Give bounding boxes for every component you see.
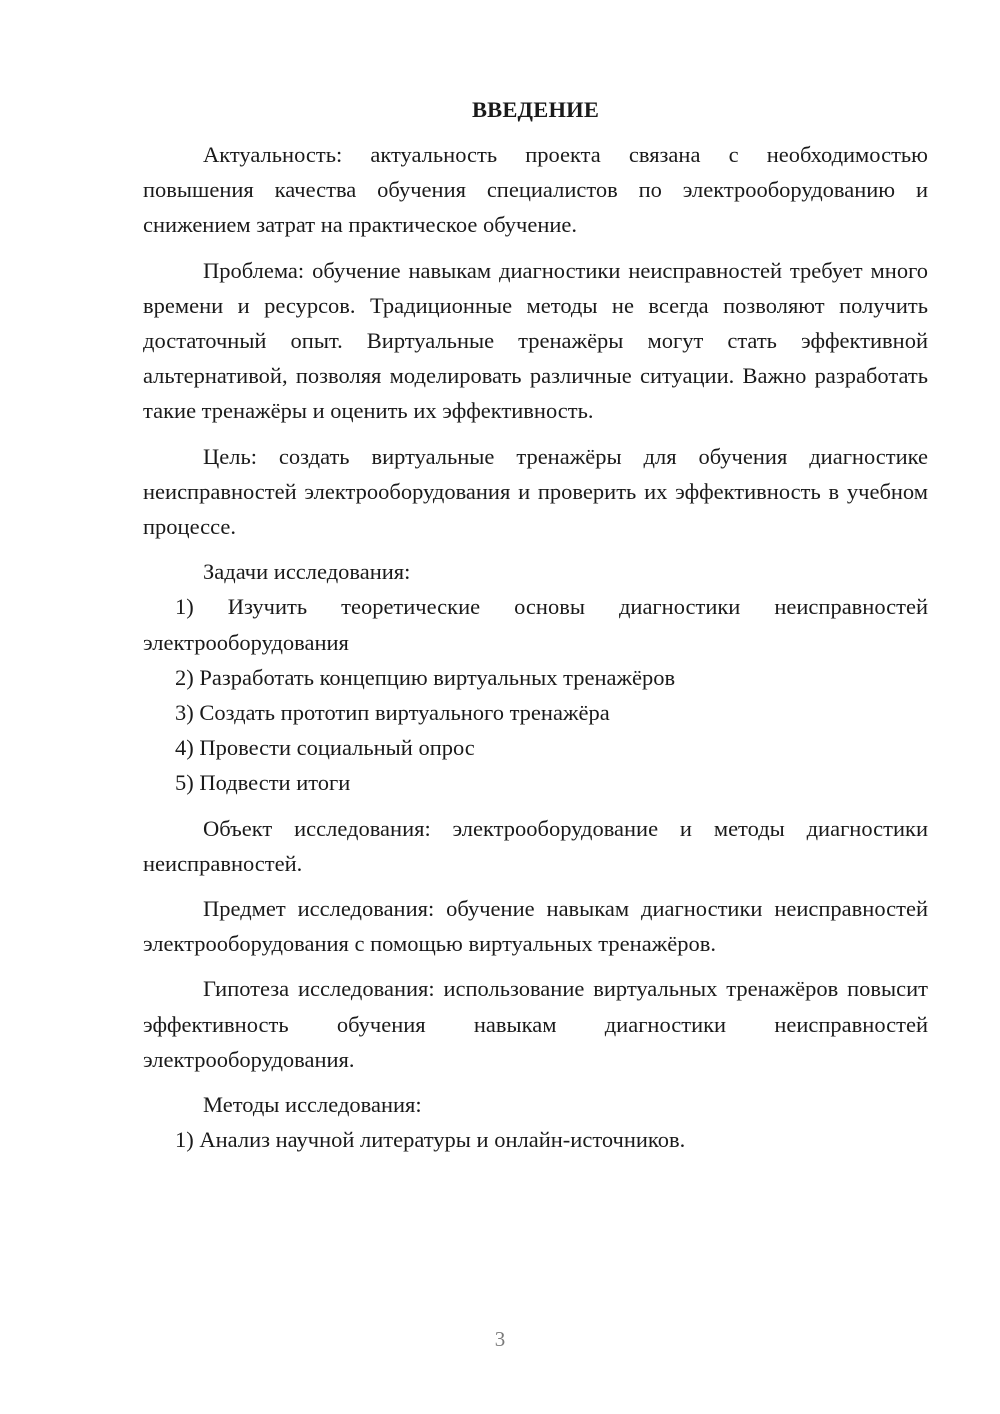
page-content xyxy=(143,92,928,1157)
task-item-4: 4) Провести социальный опрос xyxy=(175,735,475,761)
task-item-1: 1) Изучить теоретические основы диагностики неисправностей электрооборудования xyxy=(143,594,928,655)
task-item-2: 2) Разработать концепцию виртуальных тренажёров xyxy=(175,664,676,690)
paragraph-problem: Проблема: обучение навыкам диагностики неисправностей требует много времени и ресурсов. Традиционные методы не всегда позволяют получить достаточный опыт. Виртуальные тренажёры могут стать эффективной альтернативой, позволяя моделировать различные ситуации. Важно разработать такие тренажёры и оценить их эффективность. xyxy=(143,257,928,424)
task-item-5: 5) Подвести итоги xyxy=(175,770,351,796)
paragraph-subject: Предмет исследования: обучение навыкам диагностики неисправностей электрооборудования с помощью виртуальных тренажёров. xyxy=(143,896,928,957)
page-number: 3 xyxy=(494,1327,506,1351)
paragraph-relevance: Актуальность: актуальность проекта связана с необходимостью повышения качества обучения специалистов по электрооборудованию и снижением затрат на практическое обучение. xyxy=(143,142,928,238)
paragraph-methods-title: Методы исследования: xyxy=(203,1092,422,1118)
section-heading: ВВЕДЕНИЕ xyxy=(471,97,600,122)
paragraph-hypothesis: Гипотеза исследования: использование виртуальных тренажёров повысит эффективность обучения навыкам диагностики неисправностей электрооборудования. xyxy=(143,976,928,1072)
method-item-1: 1) Анализ научной литературы и онлайн-источников. xyxy=(175,1127,686,1153)
paragraph-object: Объект исследования: электрооборудование и методы диагностики неисправностей. xyxy=(143,815,928,876)
paragraph-goal: Цель: создать виртуальные тренажёры для обучения диагностике неисправностей электрооборудования и проверить их эффективность в учебном процессе. xyxy=(143,443,928,540)
paragraph-tasks-title: Задачи исследования: xyxy=(203,559,411,585)
task-item-3: 3) Создать прототип виртуального тренажёра xyxy=(175,700,610,726)
